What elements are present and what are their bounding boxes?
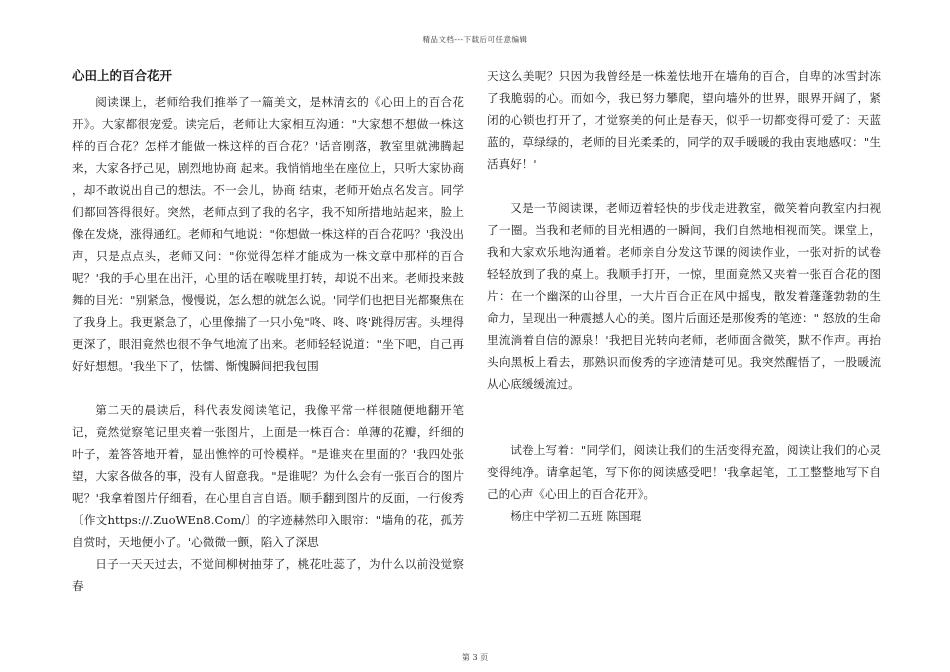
page-number: 第 3 页 (461, 653, 489, 662)
right-column (487, 65, 881, 527)
paragraph: 又是一节阅读课，老师迈着轻快的步伐走进教室，微笑着向教室内扫视了一圈。当我和老师的目光相遇的一瞬间，我们自然地相视而笑。课堂上，我和大家欢乐地沟通着。老师亲自分发这节课的阅读作业，一张对折的试卷轻轻放到了我的桌上。我顺手打开，一惊，里面竟然又夹着一张百合花的图片：在一个幽深的山谷里，一大片百合正在风中摇曳，散发着蓬蓬勃勃的生命力，呈现出一种震撼人心的美。图片后面还是那俊秀的笔迹：" 怒放的生命里流淌着自信的源泉！'我把目光转向老师，老师面含微笑，默不作声。再抬头向黑板上看去，那熟识而俊秀的字迹清楚可见。我突然醒悟了，一股暖流从心底缓缓流过。 (487, 201, 881, 391)
paragraph-gap (72, 377, 464, 399)
paragraph-gap (487, 175, 881, 197)
page-header: 精品文档---下载后可任意编辑 (422, 35, 528, 44)
paragraph-gap (487, 395, 881, 439)
paragraph: 试卷上写着："同学们，阅读让我们的生活变得充盈，阅读让我们的心灵变得纯净。请拿起笔，写下你的阅读感受吧！'我拿起笔，工工整整地写下自己的心声《心田上的百合花开》。 (487, 443, 881, 501)
paragraph: 阅读课上，老师给我们推举了一篇美文，是林清玄的《心田上的百合花开》。大家都很宠爱。读完后，老师让大家相互沟通："大家想不想做一株这样的百合花？怎样才能做一株这样的百合花？'话音刚落，教室里就沸腾起来，大家各抒己见，剧烈地协商 起来。我悄悄地坐在座位上，只听大家协商 ，却不敢说出自己的想法。不一会儿，协商 结束，老师开始点名发言。同学们都回答得很好。突然，老师点到了我的名字，我不知所措地站起来，脸上像在发烧，涨得通红。老师和气地说："你想做一株这样的百合花吗？'我没出声，只是点点头，老师又问："你觉得怎样才能成为一株文章中那样的百合呢？'我的手心里在出汗，心里的话在喉咙里打转，却说不出来。老师投来鼓舞的目光："别紧急，慢慢说，怎么想的就怎么说。'同学们也把目光都聚焦在了我身上。我更紧急了，心里像揣了一只小兔"咚、咚、咚'跳得厉害。头埋得更深了，眼泪竟然也很不争气地流了出来。老师轻轻说道："坐下吧，自己再好好想想。'我坐下了，怯懦、惭愧瞬间把我包围 (72, 95, 464, 373)
article-title: 心田上的百合花开 (72, 68, 173, 83)
author-signature: 杨庄中学初二五班 陈国琨 (510, 509, 642, 523)
left-column (72, 65, 464, 597)
paragraph: 天这么美呢？只因为我曾经是一株羞怯地开在墙角的百合，自卑的冰雪封冻了我脆弱的心。而如今，我已努力攀爬，望向墙外的世界，眼界开阔了，紧闭的心锁也打开了，才觉察美的何止是春天，似乎一切都变得可爱了：天蓝蓝的，草绿绿的，老师的目光柔柔的，同学的双手暖暖的我由衷地感叹："生活真好！' (487, 69, 881, 171)
paragraph: 第二天的晨读后，科代表发阅读笔记，我像平常一样很随便地翻开笔记，竟然觉察笔记里夹着一张图片，上面是一株百合：单薄的花瓣，纤细的叶子，羞答答地开着，显出憔悴的可怜模样。"是谁夹在里面的？'我四处张望，大家各做各的事，没有人留意我。"是谁呢？为什么会有一张百合的图片呢？'我拿着图片仔细看，在心里自言自语。顺手翻到图片的反面，一行俊秀〔作文https://.ZuoWEn8.Com/〕的字迹赫然印入眼帘："墙角的花，孤芳自赏时，天地便小了。'心微微一颤，陷入了深思 (72, 403, 464, 549)
paragraph: 日子一天天过去，不觉间柳树抽芽了，桃花吐蕊了，为什么以前没觉察春 (72, 557, 464, 593)
